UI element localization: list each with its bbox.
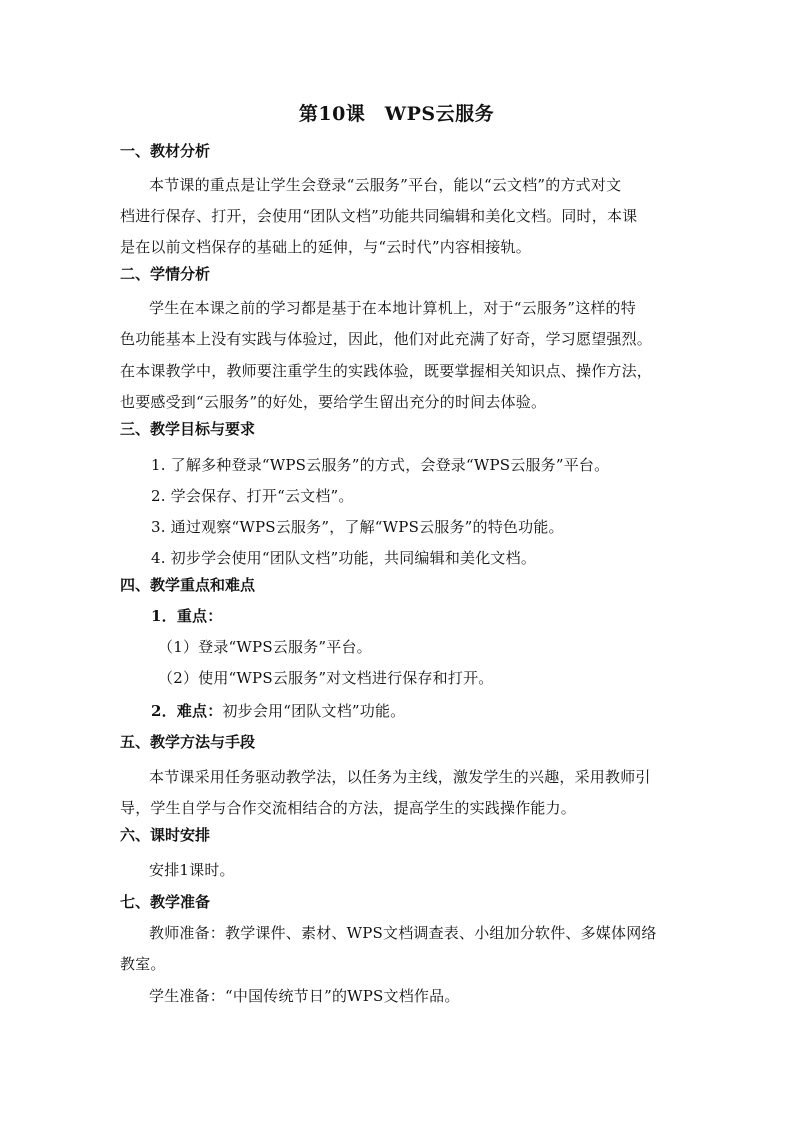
- section-heading-teaching-methods: 五、教学方法与手段: [120, 733, 256, 751]
- paragraph-line: 也要感受到“云服务”的好处，要给学生留出充分的时间去体验。: [120, 393, 547, 411]
- list-item: （1）登录“WPS云服务”平台。: [158, 638, 372, 656]
- difficulty-line: [151, 700, 405, 721]
- paragraph-line: 是在以前文档保存的基础上的延伸，与“云时代”内容相接轨。: [120, 238, 531, 256]
- paragraph-line: 档进行保存、打开，会使用“团队文档”功能共同编辑和美化文档。同时，本课: [120, 207, 638, 225]
- paragraph-line: 在本课教学中，教师要注重学生的实践体验，既要掌握相关知识点、操作方法，: [120, 362, 653, 380]
- list-item: （2）使用“WPS云服务”对文档进行保存和打开。: [158, 669, 494, 687]
- section-heading-teaching-goals: 三、教学目标与要求: [120, 420, 256, 438]
- paragraph-line: 学生在本课之前的学习都是基于在本地计算机上，对于“云服务”这样的特: [149, 299, 636, 317]
- paragraph-line: 教室。: [120, 955, 166, 973]
- paragraph-line: 导，学生自学与合作交流相结合的方法，提高学生的实践操作能力。: [120, 799, 577, 817]
- paragraph-line: 本节课采用任务驱动教学法，以任务为主线，激发学生的兴趣，采用教师引: [149, 768, 651, 786]
- section-heading-student-analysis: 二、学情分析: [120, 265, 211, 283]
- page-title: 第10课 WPS云服务: [298, 103, 495, 125]
- section-heading-key-points: 四、教学重点和难点: [120, 576, 256, 594]
- list-item: 4. 初步学会使用“团队文档”功能，共同编辑和美化文档。: [151, 549, 537, 567]
- list-item: 2. 学会保存、打开“云文档”。: [151, 487, 354, 505]
- section-heading-textbook-analysis: 一、教材分析: [120, 142, 211, 160]
- difficulty-text: 初步会用“团队文档”功能。: [222, 702, 406, 720]
- paragraph-line: 安排1课时。: [149, 861, 235, 879]
- paragraph-line: 学生准备：“中国传统节日”的WPS文档作品。: [149, 987, 460, 1005]
- list-item: 3. 通过观察“WPS云服务”，了解“WPS云服务”的特色功能。: [151, 518, 564, 536]
- list-item: 1. 了解多种登录“WPS云服务”的方式，会登录“WPS云服务”平台。: [151, 456, 610, 474]
- paragraph-line: 教师准备：教学课件、素材、WPS文档调查表、小组加分软件、多媒体网络: [149, 924, 657, 942]
- difficulty-label: 2．难点：: [151, 702, 223, 720]
- paragraph-line: 本节课的重点是让学生会登录“云服务”平台，能以“云文档”的方式对文: [149, 176, 622, 194]
- key-point-label: 1．重点：: [151, 607, 223, 625]
- section-heading-class-hours: 六、课时安排: [120, 826, 211, 844]
- section-heading-preparation: 七、教学准备: [120, 893, 211, 911]
- paragraph-line: 色功能基本上没有实践与体验过，因此，他们对此充满了好奇，学习愿望强烈。: [120, 330, 653, 348]
